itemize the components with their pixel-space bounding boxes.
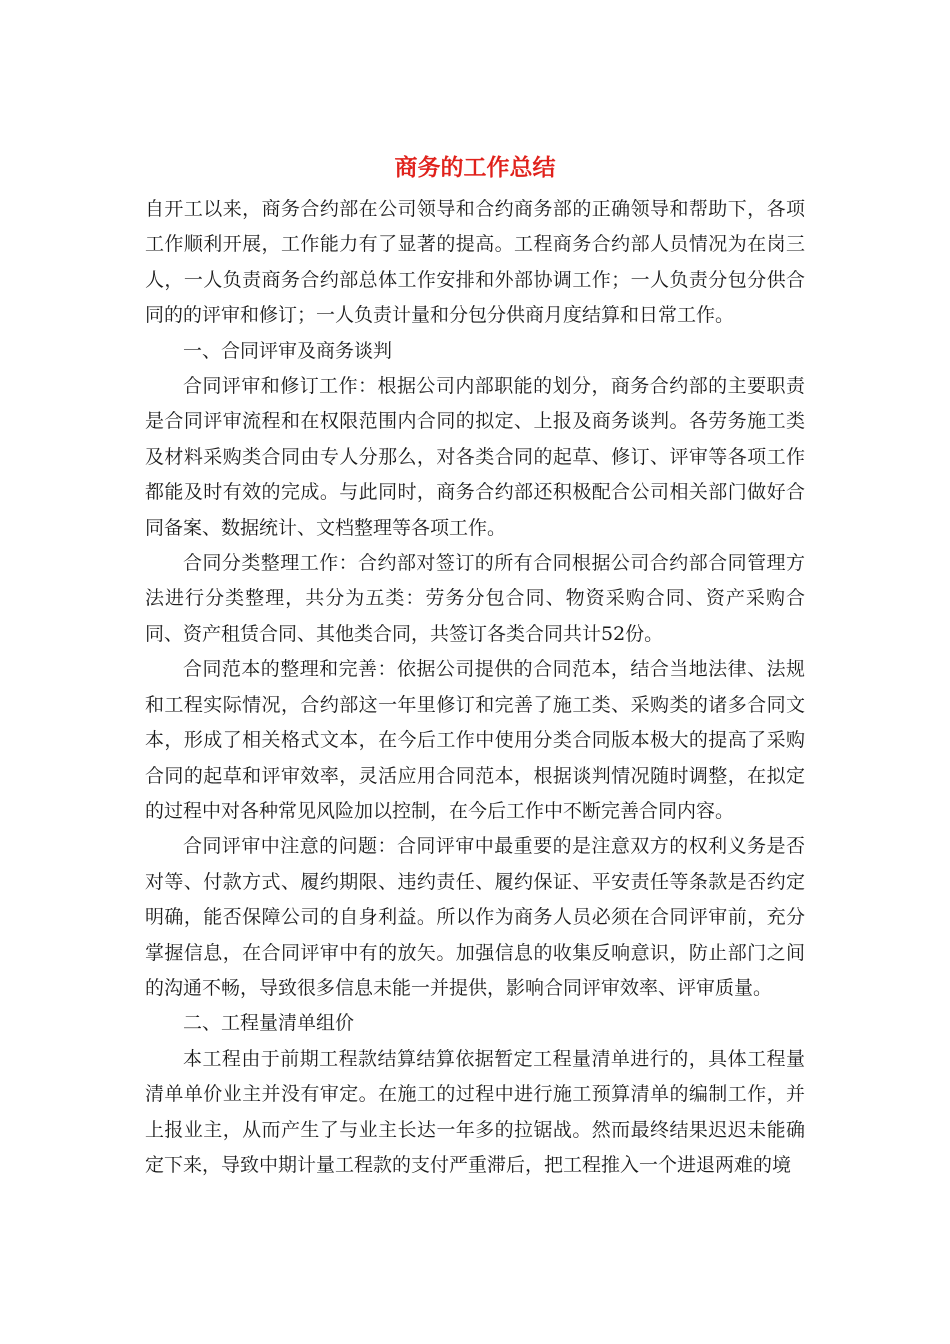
paragraph-intro: 自开工以来，商务合约部在公司领导和合约商务部的正确领导和帮助下，各项工作顺利开展，工作能力有了显著的提高。工程商务合约部人员情况为在岗三人，一人负责商务合约部总体工作安排和外部协调工作；一人负责分包分供合同的的评审和修订；一人负责计量和分包分供商月度结算和日常工作。	[145, 198, 805, 327]
paragraph-contract-review-issues: 合同评审中注意的问题：合同评审中最重要的是注意双方的权利义务是否对等、付款方式、履约期限、违约责任、履约保证、平安责任等条款是否约定明确，能否保障公司的自身利益。所以作为商务人员必须在合同评审前，充分掌握信息，在合同评审中有的放矢。加强信息的收集反响意识，防止部门之间的沟通不畅，导致很多信息未能一并提供，影响合同评审效率、评审质量。	[145, 835, 805, 999]
paragraph-contract-classification: 合同分类整理工作：合约部对签订的所有合同根据公司合约部合同管理方法进行分类整理，共分为五类：劳务分包合同、物资采购合同、资产采购合同、资产租赁合同、其他类合同，共签订各类合同共计52份。	[145, 552, 805, 645]
document-body	[145, 192, 805, 1183]
paragraph-contract-review-revision: 合同评审和修订工作：根据公司内部职能的划分，商务合约部的主要职责是合同评审流程和在权限范围内合同的拟定、上报及商务谈判。各劳务施工类及材料采购类合同由专人分那么，对各类合同的起草、修订、评审等各项工作都能及时有效的完成。与此同时，商务合约部还积极配合公司相关部门做好合同备案、数据统计、文档整理等各项工作。	[145, 375, 805, 539]
section-heading-bill-of-quantities: 二、工程量清单组价	[183, 1012, 355, 1035]
section-heading-contract-review: 一、合同评审及商务谈判	[183, 339, 393, 362]
page-title: 商务的工作总结	[394, 154, 556, 181]
paragraph-contract-templates: 合同范本的整理和完善：依据公司提供的合同范本，结合当地法律、法规和工程实际情况，合约部这一年里修订和完善了施工类、采购类的诸多合同文本，形成了相关格式文本，在今后工作中使用分类合同版本极大的提高了采购合同的起草和评审效率，灵活应用合同范本，根据谈判情况随时调整，在拟定的过程中对各种常见风险加以控制，在今后工作中不断完善合同内容。	[145, 658, 805, 822]
paragraph-bill-of-quantities: 本工程由于前期工程款结算结算依据暂定工程量清单进行的，具体工程量清单单价业主并没有审定。在施工的过程中进行施工预算清单的编制工作，并上报业主，从而产生了与业主长达一年多的拉锯战。然而最终结果迟迟未能确定下来，导致中期计量工程款的支付严重滞后，把工程推入一个进退两难的境	[145, 1047, 805, 1176]
